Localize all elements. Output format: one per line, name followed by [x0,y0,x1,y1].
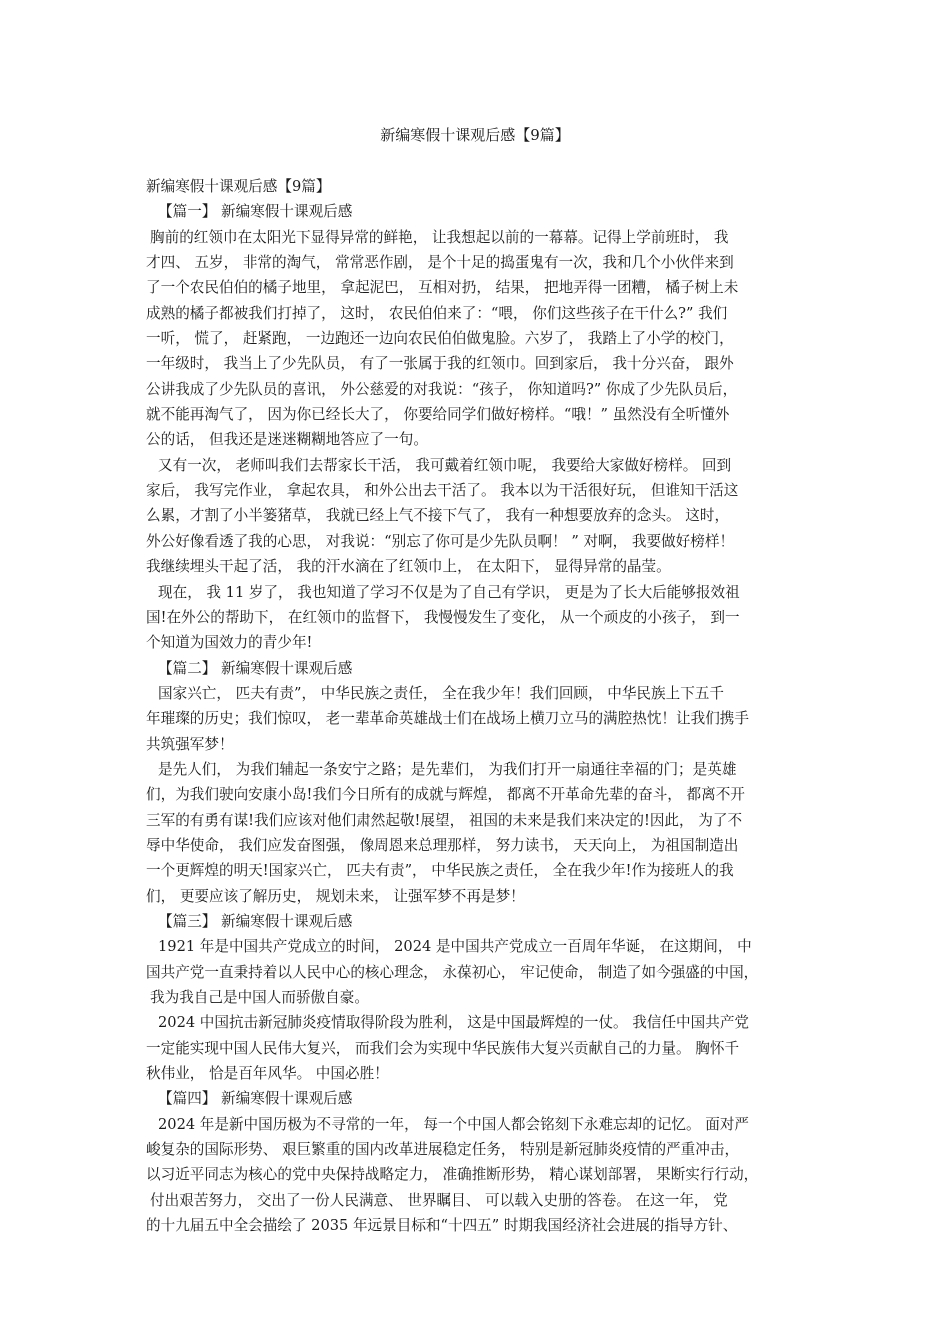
text-line: 付出艰苦努力， 交出了一份人民满意、 世界瞩目、 可以载入史册的答卷。 在这一年， 党 [150,1191,728,1209]
text-line: 一定能实现中国人民伟大复兴， 而我们会为实现中华民族伟大复兴贡献自己的力量。 胸怀千 [146,1039,740,1057]
text-line: 一年级时， 我当上了少先队员， 有了一张属于我的红领巾。回到家后， 我十分兴奋， 跟外 [146,355,734,373]
text-line: 我继续埋头干起了活， 我的汗水滴在了红领巾上， 在太阳下， 显得异常的晶莹。 [146,558,671,576]
text-line: 秋伟业， 恰是百年风华。 中国必胜！ [146,1065,389,1083]
text-line: 么累，才割了小半篓猪草， 我就已经上气不接下气了， 我有一种想要放弃的念头。 这时， [146,507,730,525]
text-line: 2024 中国抗击新冠肺炎疫情取得阶段为胜利， 这是中国最辉煌的一仗。 我信任中国共产党 [158,1014,750,1032]
text-line: 外公好像看透了我的心思， 对我说：“别忘了你可是少先队员啊！ ” 对啊， 我要做好榜样！ [146,532,735,550]
text-line: 国家兴亡， 匹夫有责”， 中华民族之责任， 全在我少年！我们回顾， 中华民族上下五千 [158,684,724,702]
text-line: 一听， 慌了， 赶紧跑， 一边跑还一边向农民伯伯做鬼脸。六岁了， 我踏上了小学的校门， [146,330,734,348]
text-line: 是先人们， 为我们辅起一条安宁之路；是先辈们， 为我们打开一扇通往幸福的门；是英雄 [158,760,737,778]
text-line: 辱中华使命， 我们应发奋图强， 像周恩来总理那样， 努力读书， 天天向上， 为祖国制造出 [146,836,739,854]
text-line: 的十九届五中全会描绘了 2035 年远景目标和“十四五” 时期我国经济社会进展的指导方针、 [146,1217,738,1235]
text-line: 现在， 我 11 岁了， 我也知道了学习不仅是为了自己有学识， 更是为了长大后能够报效祖 [158,583,740,601]
text-line: 公讲我成了少先队员的喜讯， 外公慈爱的对我说：“孩子， 你知道吗?” 你成了少先队员后， [146,380,738,398]
text-line: 成熟的橘子都被我们打掉了， 这时， 农民伯伯来了：“喂， 你们这些孩子在干什么?” 我们 [146,304,728,322]
section-heading: 【篇二】 新编寒假十课观后感 [158,659,353,677]
text-line: 一个更辉煌的明天!国家兴亡， 匹夫有责”， 中华民族之责任， 全在我少年!作为接班人的我 [146,862,734,880]
text-line: 三军的有勇有谋!我们应该对他们肃然起敬!展望， 祖国的未来是我们来决定的!因此， 为了不 [146,811,743,829]
text-line: 国!在外公的帮助下， 在红领巾的监督下， 我慢慢发生了变化， 从一个顽皮的小孩子， 到一 [146,608,740,626]
text-line: 们， 更要应该了解历史， 规划未来， 让强军梦不再是梦！ [146,887,525,905]
text-line: 们，为我们驶向安康小岛!我们今日所有的成就与辉煌， 都离不开革命先辈的奋斗， 都离不开 [146,786,745,804]
text-line: 新编寒假十课观后感【9篇】 [146,178,331,195]
text-line: 了一个农民伯伯的橘子地里， 拿起泥巴， 互相对扔， 结果， 把地弄得一团糟， 橘子树上未 [146,279,739,297]
document-title: 新编寒假十课观后感【9篇】 [380,126,570,144]
text-line: 胸前的红领巾在太阳光下显得异常的鲜艳， 让我想起以前的一幕幕。记得上学前班时， 我 [150,228,729,246]
text-line: 1921 年是中国共产党成立的时间， 2024 是中国共产党成立一百周年华诞， 在这期间， 中 [158,938,752,956]
text-line: 国共产党一直秉持着以人民中心的核心理念， 永葆初心， 牢记使命， 制造了如今强盛的中国， [146,963,759,981]
text-line: 2024 年是新中国历极为不寻常的一年， 每一个中国人都会铭刻下永难忘却的记忆。 面对严 [158,1115,750,1133]
text-line: 年璀璨的历史；我们惊叹， 老一辈革命英雄战士们在战场上横刀立马的满腔热忱！让我们携手 [146,710,749,728]
section-heading: 【篇四】 新编寒假十课观后感 [158,1090,353,1108]
section-heading: 【篇三】 新编寒假十课观后感 [158,912,353,930]
text-line: 才四、 五岁， 非常的淘气， 常常恶作剧， 是个十足的捣蛋鬼有一次，我和几个小伙伴来到 [146,254,734,272]
text-line: 个知道为国效力的青少年! [146,634,313,652]
text-line: 家后， 我写完作业， 拿起农具， 和外公出去干活了。 我本以为干活很好玩， 但谁知干活这 [146,482,739,500]
text-line: 以习近平同志为核心的党中央保持战略定力， 准确推断形势， 精心谋划部署， 果断实行行动， [146,1166,759,1184]
section-heading: 【篇一】 新编寒假十课观后感 [158,203,353,221]
text-line: 我为我自己是中国人而骄傲自豪。 [150,989,369,1006]
text-line: 又有一次， 老师叫我们去帮家长干活， 我可戴着红领巾呢， 我要给大家做好榜样。 回到 [158,456,732,474]
text-line: 峻复杂的国际形势、 艰巨繁重的国内改革进展稳定任务， 特别是新冠肺炎疫情的严重冲击， [146,1141,740,1159]
text-line: 就不能再淘气了， 因为你已经长大了， 你要给同学们做好榜样。“哦！” 虽然没有全听懂外 [146,406,730,424]
text-line: 共筑强军梦！ [146,735,234,753]
document-body [146,174,806,1238]
text-line: 公的话， 但我还是迷迷糊糊地答应了一句。 [146,431,428,449]
